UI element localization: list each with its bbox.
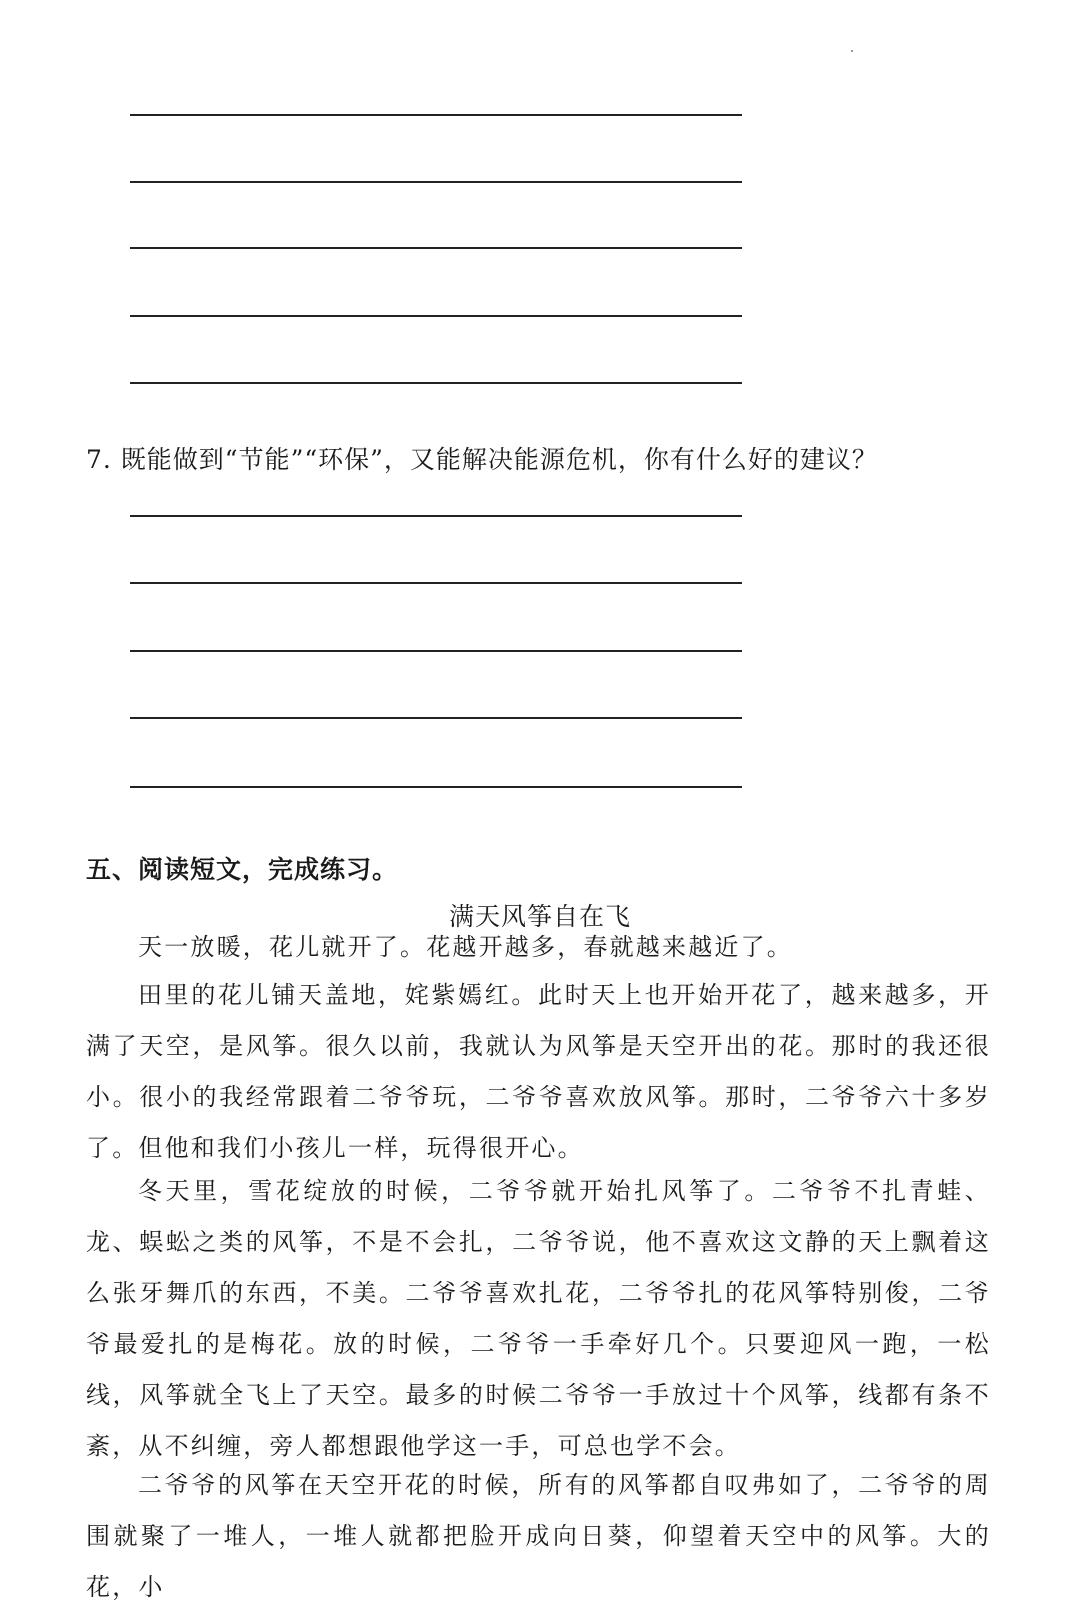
scan-speck <box>851 50 853 52</box>
passage-paragraph: 二爷爷的风筝在天空开花的时候，所有的风筝都自叹弗如了，二爷爷的周围就聚了一堆人，一堆人就都把脸开成向日葵，仰望着天空中的风筝。大的花，小 <box>86 1471 991 1601</box>
answer-line[interactable] <box>130 515 742 517</box>
section-title: 五、阅读短文，完成练习。 <box>86 855 399 884</box>
answer-line[interactable] <box>130 786 742 788</box>
answer-line[interactable] <box>130 114 742 116</box>
answer-line[interactable] <box>130 315 742 317</box>
answer-line[interactable] <box>130 382 742 384</box>
passage-paragraph: 天一放暖，花儿就开了。花越开越多，春就越来越近了。 <box>138 933 793 961</box>
answer-line[interactable] <box>130 247 742 249</box>
passage-title: 满天风筝自在飞 <box>448 902 631 931</box>
passage-paragraph: 田里的花儿铺天盖地，姹紫嫣红。此时天上也开始开花了，越来越多，开满了天空，是风筝。很久以前，我就认为风筝是天空开出的花。那时的我还很小。很小的我经常跟着二爷爷玩，二爷爷喜欢放风筝。那时，二爷爷六十多岁了。但他和我们小孩儿一样，玩得很开心。 <box>86 981 991 1162</box>
answer-line[interactable] <box>130 717 742 719</box>
question-7: 7. 既能做到“节能”“环保”，又能解决能源危机，你有什么好的建议？ <box>86 445 878 474</box>
answer-line[interactable] <box>130 582 742 584</box>
answer-line[interactable] <box>130 650 742 652</box>
passage-paragraph: 冬天里，雪花绽放的时候，二爷爷就开始扎风筝了。二爷爷不扎青蛙、龙、蜈蚣之类的风筝，不是不会扎，二爷爷说，他不喜欢这文静的天上飘着这么张牙舞爪的东西，不美。二爷爷喜欢扎花，二爷爷扎的花风筝特别俊，二爷爷最爱扎的是梅花。放的时候，二爷爷一手牵好几个。只要迎风一跑，一松线，风筝就全飞上了天空。最多的时候二爷爷一手放过十个风筝，线都有条不紊，从不纠缠，旁人都想跟他学这一手，可总也学不会。 <box>86 1177 991 1460</box>
answer-line[interactable] <box>130 181 742 183</box>
